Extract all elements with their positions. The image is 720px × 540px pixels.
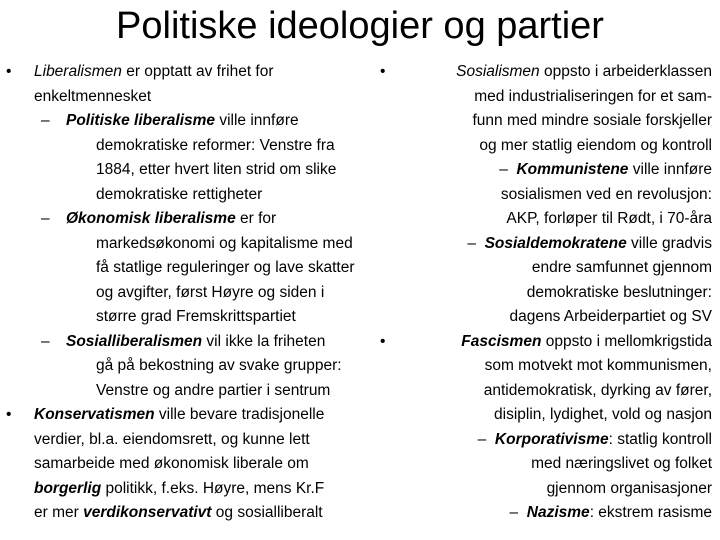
fascisme-bullet: • Fascismen oppsto i mellomkrigstida xyxy=(380,330,716,355)
sosialdemokratene-subbullet: – Sosialdemokratene ville gradvis xyxy=(467,234,712,252)
bullet-icon: • xyxy=(6,63,12,80)
term-fascismen: Fascismen xyxy=(461,332,542,350)
text-line: og mer statlig eiendom og kontroll xyxy=(479,136,712,154)
text-line: AKP, forløper til Rødt, i 70-åra xyxy=(506,210,712,227)
text-line: demokratiske rettigheter xyxy=(96,185,263,203)
politisk-subbullet: – Politiske liberalisme ville innføre xyxy=(4,109,378,134)
dash-icon: – xyxy=(41,112,50,129)
text-line: borgerlig politikk, f.eks. Høyre, mens Kr.F xyxy=(34,479,325,497)
right-column xyxy=(380,60,716,526)
text-line: større grad Fremskrittspartiet xyxy=(96,308,296,325)
term-verdikonservativt: verdikonservativt xyxy=(83,504,212,521)
term-konservatismen: Konservatismen xyxy=(34,406,155,423)
term-korporativisme: Korporativisme xyxy=(494,430,609,448)
left-column xyxy=(4,60,378,526)
dash-icon: – xyxy=(477,430,487,448)
dash-icon: – xyxy=(41,210,50,227)
text-line: markedsøkonomi og kapitalisme med xyxy=(96,234,353,252)
text-line: verdier, bl.a. eiendomsrett, og kunne lett xyxy=(34,430,310,448)
text-line: gjennom organisasjoner xyxy=(546,479,712,497)
sosialisme-bullet: • Sosialismen oppsto i arbeiderklassen xyxy=(380,60,716,85)
term-kommunistene: Kommunistene xyxy=(516,161,629,178)
text-line: og avgifter, først Høyre og siden i xyxy=(96,283,325,301)
okonomisk-subbullet: – Økonomisk liberalisme er for xyxy=(4,207,378,232)
text-line: 1884, etter hvert liten strid om slike xyxy=(96,161,337,178)
text-line: Venstre og andre partier i sentrum xyxy=(96,381,331,399)
text-line: demokratiske reformer: Venstre fra xyxy=(96,136,335,154)
sosialliberal-subbullet: – Sosialliberalismen vil ikke la friheten xyxy=(4,330,378,355)
nazisme-subbullet: – Nazisme: ekstrem rasisme xyxy=(509,504,712,521)
text-line: få statlige reguleringer og lave skatter xyxy=(96,259,355,276)
bullet-icon: • xyxy=(380,332,386,350)
bullet-icon: • xyxy=(380,63,386,80)
bullet-icon: • xyxy=(6,406,12,423)
text-line: disiplin, lydighet, vold og nasjon xyxy=(494,406,712,423)
dash-icon: – xyxy=(41,332,50,350)
term-sosialdemokratene: Sosialdemokratene xyxy=(484,234,627,252)
liberalism-bullet: • Liberalismen er opptatt av frihet for xyxy=(4,60,378,85)
text-line: dagens Arbeiderpartiet og SV xyxy=(509,308,712,325)
kommunistene-subbullet: – Kommunistene ville innføre xyxy=(499,161,712,178)
term-sosialismen: Sosialismen xyxy=(456,63,540,80)
term-okonomisk: Økonomisk liberalisme xyxy=(66,210,236,227)
term-nazisme: Nazisme xyxy=(526,504,590,521)
term-politisk: Politiske liberalisme xyxy=(66,112,216,129)
dash-icon: – xyxy=(499,161,508,178)
term-borgerlig: borgerlig xyxy=(34,479,102,497)
term-liberalismen: Liberalismen xyxy=(34,63,122,80)
text-line: som motvekt mot kommunismen, xyxy=(484,357,712,374)
dash-icon: – xyxy=(467,234,476,252)
dash-icon: – xyxy=(509,504,519,521)
text-line: med industrialiseringen for et sam- xyxy=(474,87,712,105)
text-line: enkeltmennesket xyxy=(34,87,152,105)
text-line: endre samfunnet gjennom xyxy=(531,259,712,276)
text-line: demokratiske beslutninger: xyxy=(526,283,712,301)
konservatisme-bullet: • Konservatismen ville bevare tradisjonelle xyxy=(4,403,378,428)
text-line: sosialismen ved en revolusjon: xyxy=(500,185,712,203)
text-line: antidemokratisk, dyrking av fører, xyxy=(483,381,712,399)
text-line: med næringslivet og folket xyxy=(531,455,712,472)
text-line: gå på bekostning av svake grupper: xyxy=(96,357,342,374)
slide-title: Politiske ideologier og partier xyxy=(116,5,604,47)
text-line: samarbeide med økonomisk liberale om xyxy=(34,455,309,472)
text-line: funn med mindre sosiale forskjeller xyxy=(472,112,712,129)
text-line: er mer verdikonservativt og sosialliberalt xyxy=(34,504,323,521)
term-sosialliberalismen: Sosialliberalismen xyxy=(66,332,203,350)
korporativisme-subbullet: – Korporativisme: statlig kontroll xyxy=(477,430,712,448)
